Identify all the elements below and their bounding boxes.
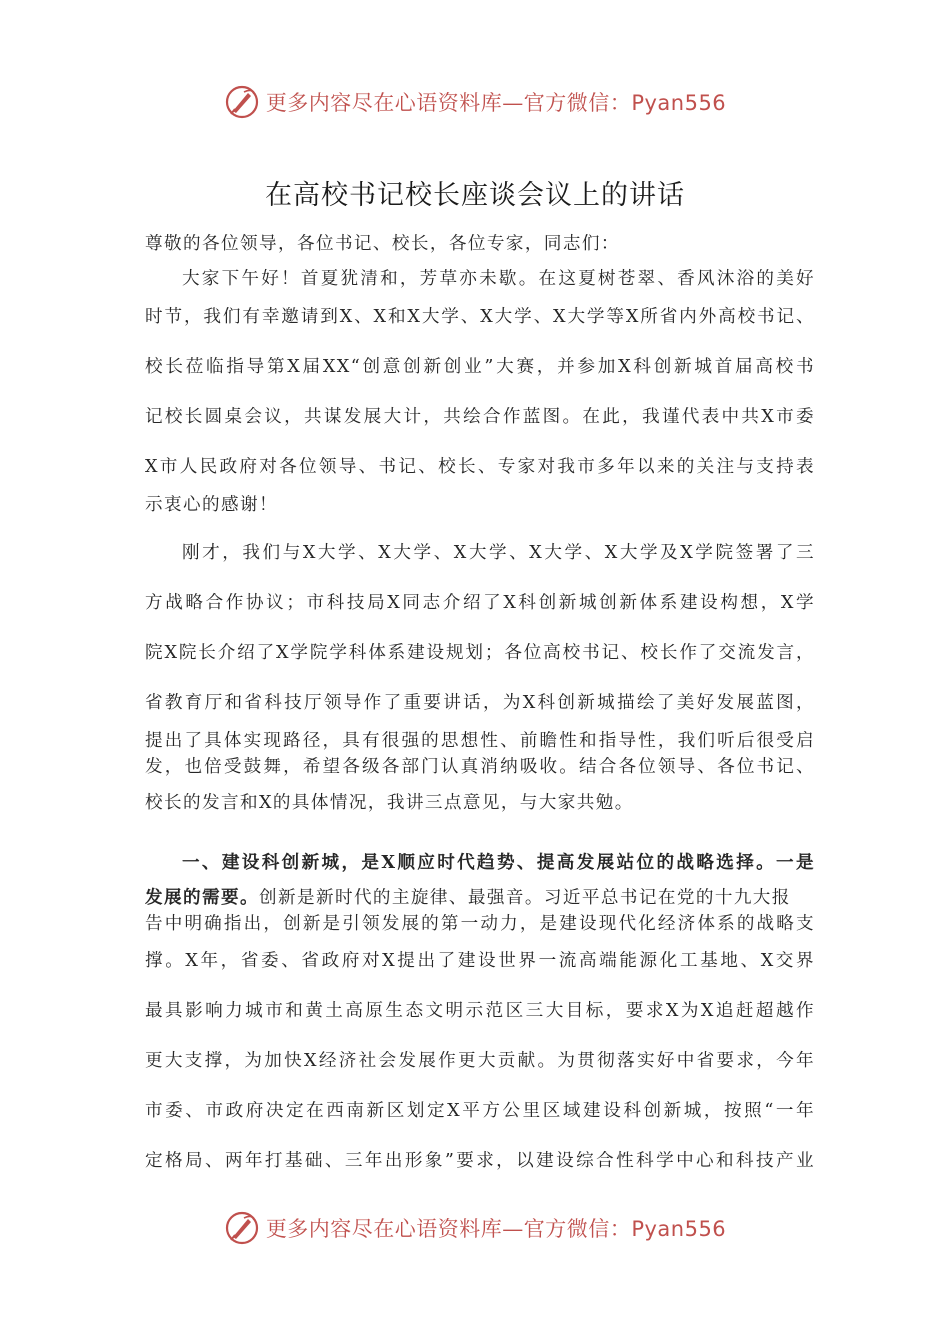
body-line: 刚才，我们与X大学、X大学、X大学、X大学、X大学及X学院签署了三	[182, 543, 815, 563]
body-line: 示衷心的感谢！	[145, 495, 278, 515]
footer-banner	[0, 1208, 950, 1248]
banner-wechat-id: Pyan556	[631, 91, 727, 115]
section-bold-lead: 发展的需要。	[145, 887, 259, 908]
body-line: 发展的需要。创新是新时代的主旋律、最强音。习近平总书记在党的十九大报	[145, 887, 791, 908]
body-line: 大家下午好！首夏犹清和，芳草亦未歇。在这夏树苍翠、香风沐浴的美好	[182, 269, 815, 289]
body-line: 时节，我们有幸邀请到X、X和X大学、X大学、X大学等X所省内外高校书记、	[145, 307, 815, 327]
header-banner	[0, 82, 950, 122]
body-line: 校长的发言和X的具体情况，我讲三点意见，与大家共勉。	[145, 793, 634, 813]
body-line: 定格局、两年打基础、三年出形象”要求，以建设综合性科学中心和科技产业	[145, 1151, 815, 1171]
banner-wechat-id: Pyan556	[631, 1217, 727, 1241]
body-line: 发，也倍受鼓舞，希望各级各部门认真消纳吸收。结合各位领导、各位书记、	[145, 757, 815, 777]
body-line: 告中明确指出，创新是引领发展的第一动力，是建设现代化经济体系的战略支	[145, 914, 815, 934]
body-line: 院X院长介绍了X学院学科体系建设规划；各位高校书记、校长作了交流发言，	[145, 643, 815, 663]
body-line: X市人民政府对各位领导、书记、校长、专家对我市多年以来的关注与支持表	[145, 457, 815, 477]
body-line: 撑。X年，省委、省政府对X提出了建设世界一流高端能源化工基地、X交界	[145, 951, 815, 971]
quill-pen-logo-icon	[224, 84, 260, 120]
body-line: 提出了具体实现路径，具有很强的思想性、前瞻性和指导性，我们听后很受启	[145, 731, 815, 751]
banner-text: 更多内容尽在心语资料库—官方微信：Pyan556	[265, 91, 727, 115]
body-line: 校长莅临指导第X届XX“创意创新创业”大赛，并参加X科创新城首届高校书	[145, 357, 815, 377]
section-heading: 一、建设科创新城，是X顺应时代趋势、提高发展站位的战略选择。一是	[182, 852, 815, 873]
body-line: 方战略合作协议；市科技局X同志介绍了X科创新城创新体系建设构想，X学	[145, 593, 815, 613]
banner-text: 更多内容尽在心语资料库—官方微信：Pyan556	[265, 1217, 727, 1241]
body-line: 更大支撑，为加快X经济社会发展作更大贡献。为贯彻落实好中省要求，今年	[145, 1051, 815, 1071]
document-title: 在高校书记校长座谈会议上的讲话	[265, 180, 685, 211]
salutation-line: 尊敬的各位领导，各位书记、校长，各位专家，同志们：	[145, 234, 620, 254]
body-line: 最具影响力城市和黄土高原生态文明示范区三大目标，要求X为X追赶超越作	[145, 1001, 815, 1021]
body-line: 市委、市政府决定在西南新区划定X平方公里区域建设科创新城，按照“一年	[145, 1101, 815, 1121]
quill-pen-logo-icon	[224, 1210, 260, 1246]
body-line: 记校长圆桌会议，共谋发展大计，共绘合作蓝图。在此，我谨代表中共X市委	[145, 407, 815, 427]
body-line: 省教育厅和省科技厅领导作了重要讲话，为X科创新城描绘了美好发展蓝图，	[145, 693, 815, 713]
